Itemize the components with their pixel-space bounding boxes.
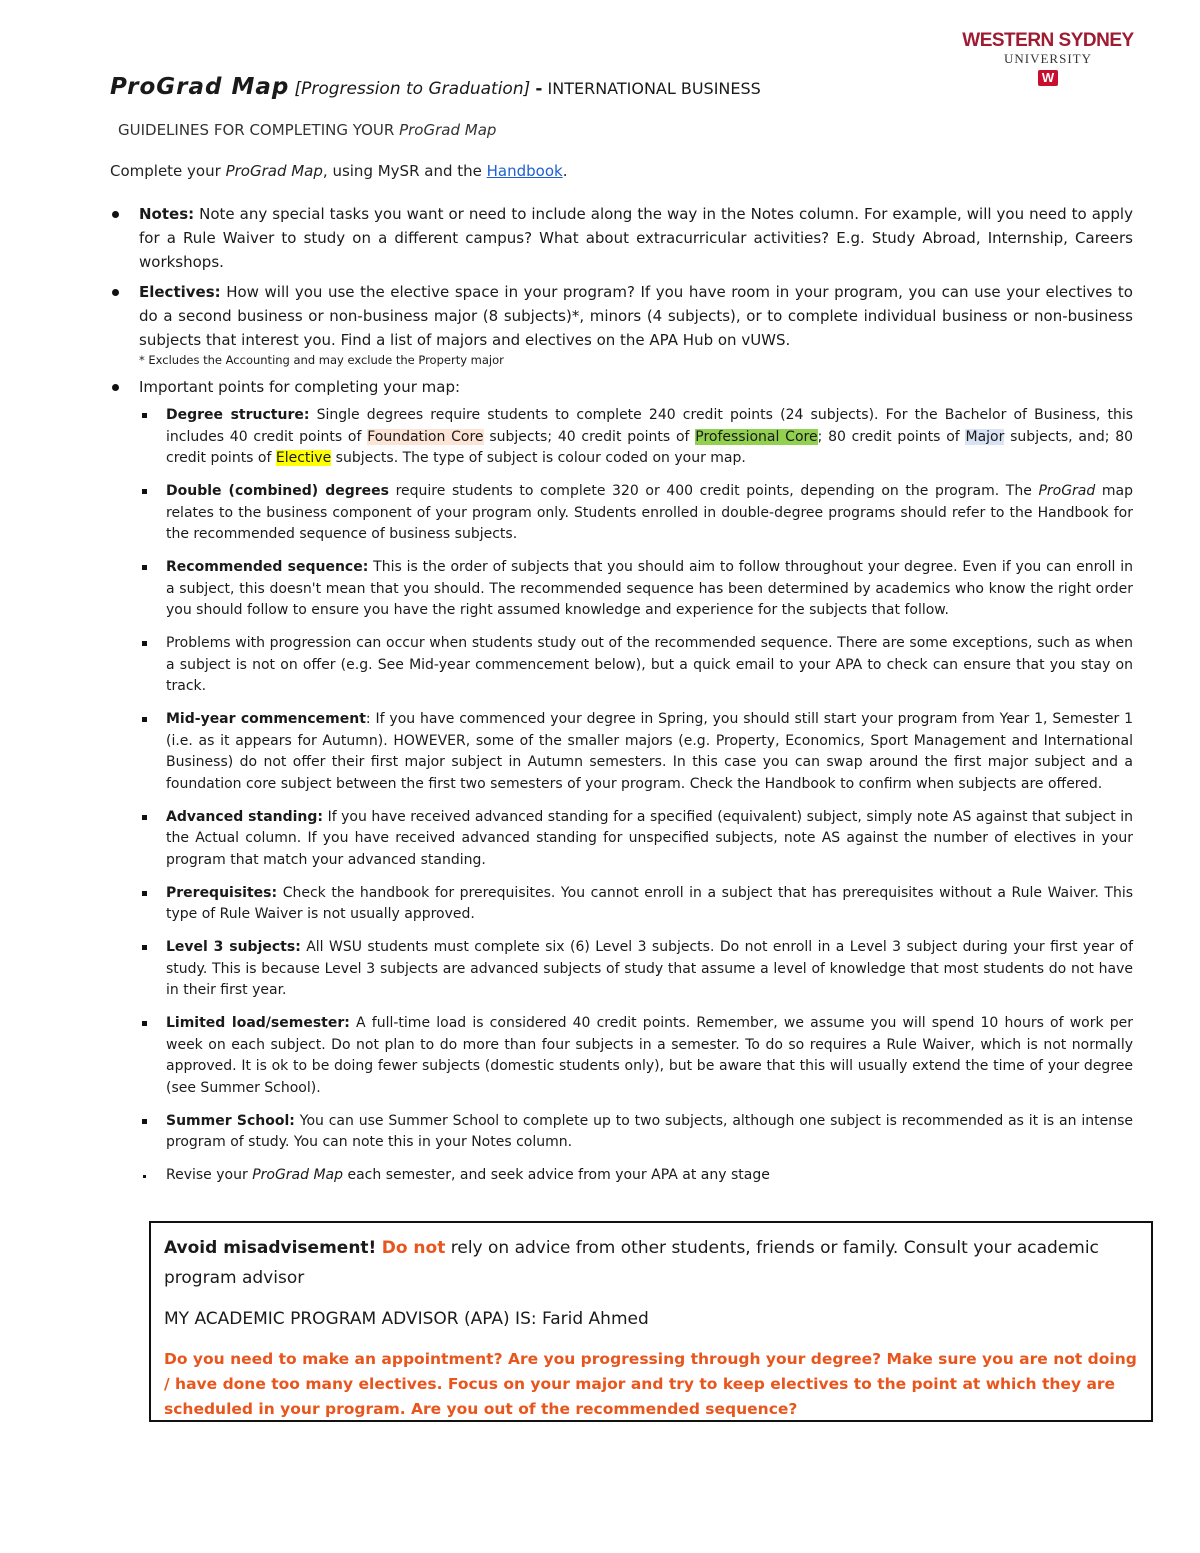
summer-text: You can use Summer School to complete up to two subjects, although one subject is recommended as it is an intense program of study. You can note this in your Notes column. (166, 1112, 1134, 1150)
bullet-icon (112, 384, 119, 391)
problems-text: Problems with progression can occur when students study out of the recommended sequence. There are some exceptions, such as when a subject is not on offer (e.g. See Mid-year commencement below), but a quick email to your APA to check can ensure that you stay on track. (166, 635, 1133, 694)
list-item-important (110, 375, 1133, 1187)
degree-text-4: subjects, and; 80 credit points of (166, 428, 1134, 466)
list-item-double-degrees (110, 481, 1133, 546)
recommended-text: This is the order of subjects that you should aim to follow throughout your degree. Even if you can enroll in a subject, this doesn't mean that you should. The recommended sequence has been determined by academics who know the right order you should follow to ensure you have the right assumed knowledge and experience for the subjects that follow. (166, 559, 1133, 618)
list-item-degree-structure (110, 405, 1133, 470)
level3-label: Level 3 subjects: (166, 939, 301, 955)
degree-label: Degree structure: (166, 407, 310, 423)
midyear-label: Mid-year commencement (166, 711, 366, 727)
list-item-problems (110, 633, 1133, 698)
university-logo (962, 30, 1134, 86)
degree-text-2: subjects; 40 credit points of (489, 428, 690, 445)
list-item-level3 (110, 937, 1133, 1002)
advice-warning (164, 1233, 1139, 1293)
list-item-advanced-standing (110, 807, 1133, 872)
double-italic: ProGrad (1038, 483, 1096, 499)
square-bullet-icon (142, 565, 147, 570)
notes-text: Note any special tasks you want or need to include along the way in the Notes column. For example, will you need to apply for a Rule Waiver to study on a different campus? What about extracurricular activities? E.g. Study Abroad, Internship, Careers workshops. (139, 205, 1133, 271)
advice-questions: Do you need to make an appointment? Are you progressing through your degree? Make sure you are not doing / have done too many electives. Focus on your major and try to keep electives to the point at which they are scheduled in your program. Are you out of the recommended sequence? (164, 1350, 1137, 1418)
double-label: Double (combined) degrees (166, 483, 389, 499)
notes-label: Notes: (139, 205, 195, 223)
square-bullet-icon (142, 945, 147, 950)
square-bullet-icon (142, 815, 147, 820)
advice-rest: rely on advice from other students, friends or family. Consult your academic program advisor (164, 1238, 1099, 1288)
double-text-1: require students to complete 320 or 400 credit points, depending on the program. The (395, 483, 1032, 499)
limited-text: A full-time load is considered 40 credit points. Remember, we assume you will spend 10 hours of work per week on each subject. Do not plan to do more than four subjects in a semester. To do so requires a Rule Waiver, which is not normally approved. It is ok to be doing fewer subjects (domestic students only), but be aware that this will usually extend the time of your degree (see Summer School). (166, 1015, 1134, 1096)
electives-footnote: * Excludes the Accounting and may exclude the Property major (139, 353, 504, 367)
degree-text-1: Single degrees require students to complete 240 credit points (24 subjects). For the Bachelor of Business, this includes 40 credit points of (166, 407, 1134, 445)
degree-text-3: ; 80 credit points of (817, 428, 960, 445)
important-points-list (110, 405, 1133, 1187)
title-dash: - (535, 79, 543, 99)
intro-post: . (562, 162, 568, 180)
list-item-notes (110, 202, 1133, 274)
square-bullet-icon (142, 891, 147, 896)
double-text-2: map relates to the business component of your program only. Students enrolled in double-degree programs should refer to the Handbook for the recommended sequence of business subjects. (166, 483, 1133, 542)
important-text: Important points for completing your map: (139, 378, 461, 396)
square-bullet-icon (142, 641, 147, 646)
degree-text-5: subjects. The type of subject is colour coded on your map. (335, 450, 746, 466)
title-main: ProGrad Map (110, 74, 290, 100)
prereq-label: Prerequisites: (166, 884, 278, 901)
list-item-recommended-sequence (110, 557, 1133, 622)
list-item-summer-school (110, 1111, 1133, 1154)
logo-wordmark: WESTERN SYDNEY (962, 30, 1134, 51)
bullet-icon (112, 289, 119, 296)
advice-bold: Avoid misadvisement! (164, 1238, 377, 1258)
list-item-electives (110, 280, 1133, 369)
guidelines-list (110, 202, 1133, 1198)
level3-text: All WSU students must complete six (6) Level 3 subjects. Do not enroll in a Level 3 subject during your first year of study. This is because Level 3 subjects are advanced subjects of study that assume a level of knowledge that most students do not have in their first year. (166, 939, 1133, 998)
major-highlight: Major (965, 428, 1005, 445)
square-bullet-icon (142, 489, 147, 494)
page-title (110, 74, 761, 100)
advanced-text: If you have received advanced standing for a specified (equivalent) subject, simply note AS against that subject in the Actual column. If you have received advanced standing for unspecified subjects, note AS against the number of electives in your program that match your advanced standing. (166, 808, 1134, 868)
intro-mid: , using MySR and the (322, 162, 482, 180)
prereq-text: Check the handbook for prerequisites. You cannot enroll in a subject that has prerequisites without a Rule Waiver. This type of Rule Waiver is not usually approved. (166, 884, 1134, 922)
apa-name: Farid Ahmed (542, 1309, 649, 1329)
electives-text: How will you use the elective space in your program? If you have room in your program, you can use your electives to do a second business or non-business major (8 subjects)*, minors (4 subjects), or to complete individual business or non-business subjects that interest you. Find a list of majors and electives on the APA Hub on vUWS. (139, 283, 1133, 349)
limited-label: Limited load/semester: (166, 1015, 350, 1031)
electives-label: Electives: (139, 283, 221, 301)
guidelines-heading (118, 121, 496, 139)
intro-line (110, 162, 568, 180)
revise-pre: Revise your (166, 1167, 248, 1183)
list-item-limited-load (110, 1013, 1133, 1099)
advanced-label: Advanced standing: (166, 808, 324, 825)
guidelines-italic: ProGrad Map (399, 121, 497, 139)
foundation-core-highlight: Foundation Core (367, 428, 484, 445)
square-bullet-icon (142, 1119, 147, 1124)
advice-do-not: Do not (381, 1238, 446, 1258)
professional-core-highlight: Professional Core (695, 428, 818, 445)
handbook-link[interactable]: Handbook (486, 162, 563, 180)
square-bullet-icon (142, 413, 147, 418)
midyear-text: : If you have commenced your degree in Spring, you should still start your program from Year 1, Semester 1 (i.e. as it appears for Autumn). HOWEVER, some of the smaller majors (e.g. Property, Economics, Sport Management and International Business) do not offer their first major subject in Autumn semesters. In this case you can swap around the first major subject and a foundation core subject between the first two semesters of your program. Check the Handbook to confirm when subjects are offered. (166, 711, 1134, 792)
apa-label: MY ACADEMIC PROGRAM ADVISOR (APA) IS: (164, 1309, 537, 1329)
square-bullet-icon (142, 1021, 147, 1026)
apa-line (164, 1307, 1139, 1331)
revise-italic: ProGrad Map (252, 1167, 344, 1183)
list-item-mid-year (110, 709, 1133, 795)
elective-highlight: Elective (275, 450, 332, 466)
title-sub: [Progression to Graduation] (294, 79, 531, 99)
logo-subtext: UNIVERSITY (1004, 51, 1092, 66)
recommended-label: Recommended sequence: (166, 559, 369, 575)
advice-box (149, 1221, 1153, 1422)
intro-pre: Complete your (110, 162, 221, 180)
revise-post: each semester, and seek advice from your APA at any stage (347, 1167, 770, 1183)
guidelines-prefix: GUIDELINES FOR COMPLETING YOUR (118, 121, 395, 139)
list-item-revise (110, 1165, 1133, 1187)
square-bullet-icon (143, 1175, 146, 1178)
bullet-icon (112, 211, 119, 218)
square-bullet-icon (142, 717, 147, 722)
list-item-prerequisites (110, 883, 1133, 926)
intro-italic: ProGrad Map (225, 162, 323, 180)
logo-w-icon: W (1038, 70, 1058, 86)
summer-label: Summer School: (166, 1112, 295, 1129)
title-program: INTERNATIONAL BUSINESS (547, 79, 761, 98)
